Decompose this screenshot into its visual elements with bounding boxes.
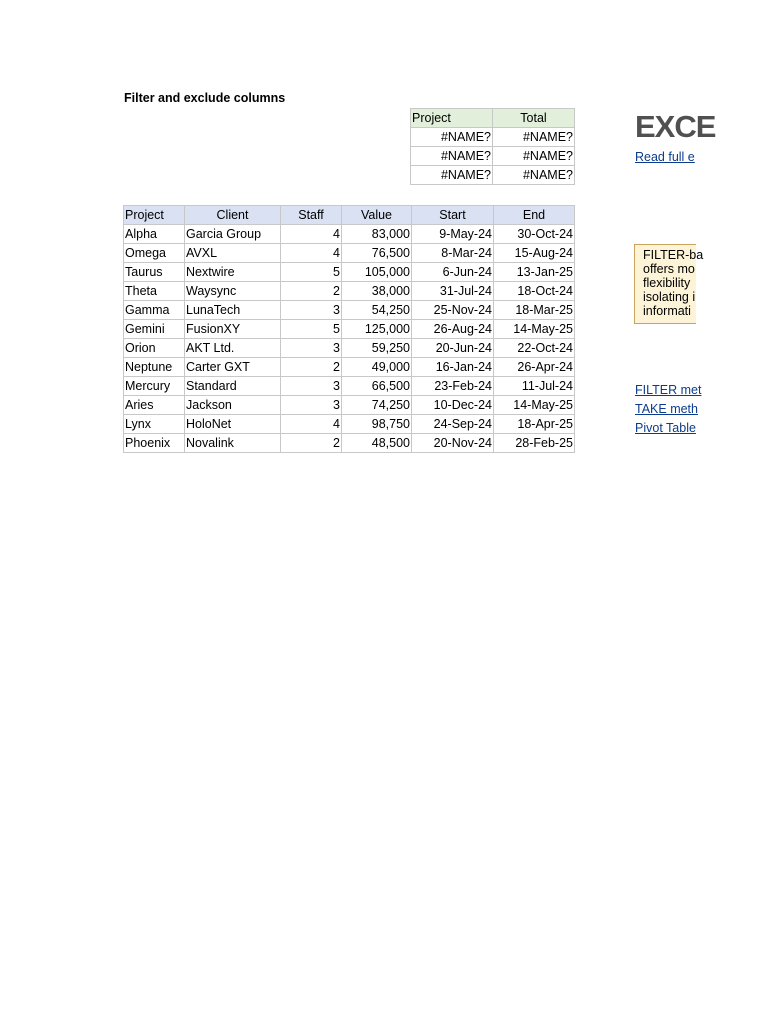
cell-client[interactable]: Standard [185,377,281,396]
header-project[interactable]: Project [124,206,185,225]
cell-project[interactable]: Theta [124,282,185,301]
cell-staff[interactable]: 3 [281,377,342,396]
data-header-row [124,206,575,225]
table-row [411,166,575,185]
cell-staff[interactable]: 4 [281,244,342,263]
read-full-article-link[interactable]: Read full e [635,150,695,164]
cell-project[interactable]: Gemini [124,320,185,339]
cell-project[interactable]: Orion [124,339,185,358]
cell-start[interactable]: 8-Mar-24 [412,244,494,263]
result-header-total[interactable]: Total [493,109,575,128]
filter-method-link[interactable]: FILTER met [635,383,702,397]
cell-value[interactable]: 98,750 [342,415,412,434]
note-line: isolating i [643,290,696,304]
result-table [410,108,575,185]
table-row [124,282,575,301]
cell-end[interactable]: 26-Apr-24 [494,358,575,377]
cell-start[interactable]: 26-Aug-24 [412,320,494,339]
cell-staff[interactable]: 3 [281,339,342,358]
cell-staff[interactable]: 2 [281,282,342,301]
note-line: offers mo [643,262,695,276]
data-body [124,225,575,453]
cell-end[interactable]: 14-May-25 [494,320,575,339]
table-row [124,415,575,434]
data-table [123,205,575,453]
cell-project[interactable]: Taurus [124,263,185,282]
cell-start[interactable]: 20-Jun-24 [412,339,494,358]
cell-staff[interactable]: 3 [281,301,342,320]
cell-start[interactable]: 20-Nov-24 [412,434,494,453]
cell-value[interactable]: 59,250 [342,339,412,358]
table-row [124,377,575,396]
header-client[interactable]: Client [185,206,281,225]
cell-start[interactable]: 23-Feb-24 [412,377,494,396]
result-cell[interactable]: #NAME? [493,166,575,185]
cell-end[interactable]: 15-Aug-24 [494,244,575,263]
cell-client[interactable]: Jackson [185,396,281,415]
cell-project[interactable]: Mercury [124,377,185,396]
cell-staff[interactable]: 2 [281,358,342,377]
cell-project[interactable]: Lynx [124,415,185,434]
cell-start[interactable]: 10-Dec-24 [412,396,494,415]
table-row [124,339,575,358]
table-row [124,434,575,453]
take-method-link[interactable]: TAKE meth [635,402,698,416]
cell-end[interactable]: 13-Jan-25 [494,263,575,282]
cell-value[interactable]: 125,000 [342,320,412,339]
cell-start[interactable]: 16-Jan-24 [412,358,494,377]
brand-logo-text: EXCE [635,109,716,144]
cell-staff[interactable]: 4 [281,225,342,244]
cell-client[interactable]: Novalink [185,434,281,453]
result-header-project[interactable]: Project [411,109,493,128]
cell-value[interactable]: 49,000 [342,358,412,377]
cell-value[interactable]: 74,250 [342,396,412,415]
result-cell[interactable]: #NAME? [493,147,575,166]
cell-value[interactable]: 76,500 [342,244,412,263]
cell-client[interactable]: HoloNet [185,415,281,434]
cell-end[interactable]: 18-Mar-25 [494,301,575,320]
note-line: informati [643,304,691,318]
cell-staff[interactable]: 5 [281,263,342,282]
table-row [124,301,575,320]
cell-start[interactable]: 25-Nov-24 [412,301,494,320]
table-row [124,244,575,263]
cell-client[interactable]: LunaTech [185,301,281,320]
cell-value[interactable]: 54,250 [342,301,412,320]
cell-value[interactable]: 83,000 [342,225,412,244]
table-row [124,320,575,339]
cell-client[interactable]: Garcia Group [185,225,281,244]
cell-start[interactable]: 24-Sep-24 [412,415,494,434]
cell-start[interactable]: 31-Jul-24 [412,282,494,301]
header-staff[interactable]: Staff [281,206,342,225]
table-row [124,396,575,415]
header-start[interactable]: Start [412,206,494,225]
cell-project[interactable]: Phoenix [124,434,185,453]
cell-client[interactable]: Waysync [185,282,281,301]
result-cell[interactable]: #NAME? [411,166,493,185]
cell-project[interactable]: Omega [124,244,185,263]
cell-project[interactable]: Neptune [124,358,185,377]
table-row [124,358,575,377]
cell-value[interactable]: 105,000 [342,263,412,282]
cell-value[interactable]: 66,500 [342,377,412,396]
note-line: FILTER-ba [643,248,704,262]
cell-client[interactable]: FusionXY [185,320,281,339]
cell-project[interactable]: Gamma [124,301,185,320]
sheet-title: Filter and exclude columns [124,91,286,105]
cell-end[interactable]: 28-Feb-25 [494,434,575,453]
result-header-row [411,109,575,128]
cell-staff[interactable]: 3 [281,396,342,415]
cell-value[interactable]: 38,000 [342,282,412,301]
cell-client[interactable]: AVXL [185,244,281,263]
table-row [411,147,575,166]
header-value[interactable]: Value [342,206,412,225]
table-row [124,225,575,244]
note-box [634,244,704,324]
cell-end[interactable]: 18-Apr-25 [494,415,575,434]
result-cell[interactable]: #NAME? [411,147,493,166]
cell-start[interactable]: 9-May-24 [412,225,494,244]
cell-project[interactable]: Aries [124,396,185,415]
result-cell[interactable]: #NAME? [493,128,575,147]
cell-end[interactable]: 22-Oct-24 [494,339,575,358]
cell-staff[interactable]: 5 [281,320,342,339]
cell-client[interactable]: Nextwire [185,263,281,282]
cell-end[interactable]: 14-May-25 [494,396,575,415]
cell-project[interactable]: Alpha [124,225,185,244]
table-row [411,128,575,147]
cell-client[interactable]: Carter GXT [185,358,281,377]
result-cell[interactable]: #NAME? [411,128,493,147]
pivot-table-link[interactable]: Pivot Table [635,421,696,435]
header-end[interactable]: End [494,206,575,225]
note-line: flexibility [643,276,691,290]
cell-end[interactable]: 18-Oct-24 [494,282,575,301]
cell-value[interactable]: 48,500 [342,434,412,453]
cell-start[interactable]: 6-Jun-24 [412,263,494,282]
result-body [411,128,575,185]
cell-end[interactable]: 11-Jul-24 [494,377,575,396]
cell-end[interactable]: 30-Oct-24 [494,225,575,244]
cell-staff[interactable]: 2 [281,434,342,453]
table-row [124,263,575,282]
cell-staff[interactable]: 4 [281,415,342,434]
cell-client[interactable]: AKT Ltd. [185,339,281,358]
